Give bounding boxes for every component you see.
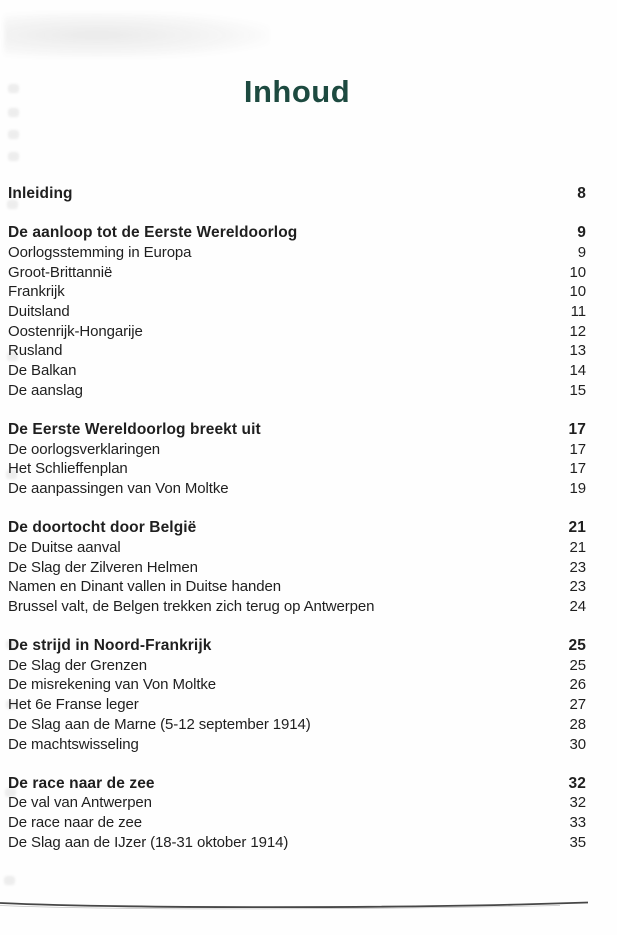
toc-entry-page-number: 25 xyxy=(568,637,586,655)
toc-entry-label: De Duitse aanval xyxy=(8,538,121,556)
toc-entry-label: De val van Antwerpen xyxy=(8,794,152,812)
toc-entry-row xyxy=(8,263,586,283)
toc-entry-row xyxy=(8,813,586,833)
toc-entry-row xyxy=(8,361,586,381)
toc-entry-label: Oorlogsstemming in Europa xyxy=(8,243,192,261)
toc-entry-label: De aanslag xyxy=(8,381,83,399)
toc-entry-page-number: 26 xyxy=(569,676,586,694)
toc-entry-row xyxy=(8,538,586,558)
toc-entry-label: Inleiding xyxy=(8,185,73,202)
toc-entry-label: De Balkan xyxy=(8,362,77,379)
toc-entry-row xyxy=(8,322,586,342)
toc-entry-label: De race naar de zee xyxy=(8,774,155,792)
toc-entry-page-number: 33 xyxy=(569,814,586,832)
bleedthrough-mark xyxy=(4,876,15,885)
toc-entry-row xyxy=(8,597,586,617)
scan-smudge xyxy=(4,12,269,58)
toc-entry-label: De oorlogsverklaringen xyxy=(8,440,161,458)
toc-section xyxy=(8,223,586,400)
bleedthrough-mark xyxy=(8,130,19,139)
toc-entry-row xyxy=(8,675,586,695)
toc-entry-page-number: 35 xyxy=(569,833,586,851)
toc-section-heading-row xyxy=(8,636,586,656)
toc-entry-label: Het Schlieffenplan xyxy=(8,460,128,478)
toc-entry-label: Het 6e Franse leger xyxy=(8,696,139,714)
toc-entry-row xyxy=(8,833,586,853)
toc-entry-page-number: 21 xyxy=(569,538,586,556)
toc-sections xyxy=(8,223,586,852)
toc-entry-row xyxy=(8,302,586,322)
toc-entry-page-number: 9 xyxy=(577,224,586,242)
toc-entry-label: Namen en Dinant vallen in Duitse handen xyxy=(8,578,281,596)
toc-entry-label: De Slag aan de IJzer (18-31 oktober 1914) xyxy=(8,833,289,851)
toc-entry-page-number: 17 xyxy=(569,460,586,478)
toc-entry-label: Brussel valt, de Belgen trekken zich terug op Antwerpen xyxy=(8,597,375,615)
toc-entry-page-number: 32 xyxy=(568,774,586,792)
toc-entry-page-number: 10 xyxy=(569,263,586,281)
toc-entry-page-number: 17 xyxy=(569,440,586,458)
toc-entry-row xyxy=(8,440,586,460)
toc-section-heading-row xyxy=(8,518,586,538)
toc-entry-row xyxy=(8,577,586,597)
toc-entry-label: De aanloop tot de Eerste Wereldoorlog xyxy=(8,224,298,242)
toc-entry-label: De Slag der Zilveren Helmen xyxy=(8,558,198,576)
toc-section-heading-row xyxy=(8,223,586,243)
toc-entry-label: De machtswisseling xyxy=(8,735,139,753)
toc-entry-row xyxy=(8,715,586,735)
table-of-contents xyxy=(8,184,586,852)
toc-entry-label: De aanpassingen van Von Moltke xyxy=(8,479,229,497)
toc-entry-label: Rusland xyxy=(8,342,63,360)
toc-entry-label: De Slag der Grenzen xyxy=(8,656,148,674)
toc-entry-page-number: 32 xyxy=(569,794,586,812)
toc-section xyxy=(8,636,586,754)
toc-entry-label: De doortocht door België xyxy=(8,519,197,537)
toc-entry-row xyxy=(8,656,586,676)
toc-entry-page-number: 28 xyxy=(569,715,586,733)
toc-intro-row xyxy=(8,184,586,204)
toc-entry-page-number: 17 xyxy=(568,420,586,438)
toc-entry-page-number: 23 xyxy=(569,558,586,576)
toc-entry-row xyxy=(8,282,586,302)
toc-entry-page-number: 9 xyxy=(577,243,586,261)
toc-entry-row xyxy=(8,479,586,499)
toc-entry-page-number: 15 xyxy=(569,381,586,399)
toc-entry-label: De Eerste Wereldoorlog breekt uit xyxy=(8,420,261,438)
toc-entry-page-number: 25 xyxy=(569,656,586,674)
toc-entry-page-number: 21 xyxy=(568,519,586,537)
toc-entry-row xyxy=(8,459,586,479)
toc-entry-row xyxy=(8,695,586,715)
toc-entry-label: De strijd in Noord-Frankrijk xyxy=(8,637,212,655)
toc-entry-page-number: 10 xyxy=(569,283,586,301)
page-title: Inhoud xyxy=(243,73,351,109)
toc-section xyxy=(8,774,586,853)
toc-entry-label: De misrekening van Von Moltke xyxy=(8,676,217,694)
toc-entry-row xyxy=(8,243,586,263)
toc-entry-row xyxy=(8,735,586,755)
toc-section-heading-row xyxy=(8,774,586,794)
toc-entry-page-number: 12 xyxy=(569,322,586,340)
toc-entry-page-number: 27 xyxy=(569,696,586,714)
toc-entry-page-number: 23 xyxy=(569,578,586,596)
toc-section xyxy=(8,420,586,499)
toc-entry-page-number: 30 xyxy=(569,735,586,753)
toc-entry-page-number: 13 xyxy=(569,342,586,360)
toc-section xyxy=(8,518,586,616)
toc-entry-page-number: 14 xyxy=(569,362,586,379)
toc-entry-page-number: 19 xyxy=(569,479,586,497)
bleedthrough-mark xyxy=(8,152,19,161)
toc-entry-label: De Slag aan de Marne (5-12 september 1914) xyxy=(8,715,311,733)
toc-entry-row xyxy=(8,558,586,578)
toc-entry-row xyxy=(8,341,586,361)
toc-entry-label: Oostenrijk-Hongarije xyxy=(8,322,143,340)
toc-entry-label: De race naar de zee xyxy=(8,814,143,832)
toc-entry-row xyxy=(8,793,586,813)
toc-entry-page-number: 8 xyxy=(577,185,586,202)
toc-entry-page-number: 11 xyxy=(570,302,586,320)
toc-entry-page-number: 24 xyxy=(569,597,586,615)
toc-entry-row xyxy=(8,381,586,401)
toc-section-heading-row xyxy=(8,420,586,440)
toc-entry-label: Frankrijk xyxy=(8,283,65,301)
toc-entry-label: Groot-Brittannië xyxy=(8,263,113,281)
toc-entry-label: Duitsland xyxy=(8,302,70,320)
